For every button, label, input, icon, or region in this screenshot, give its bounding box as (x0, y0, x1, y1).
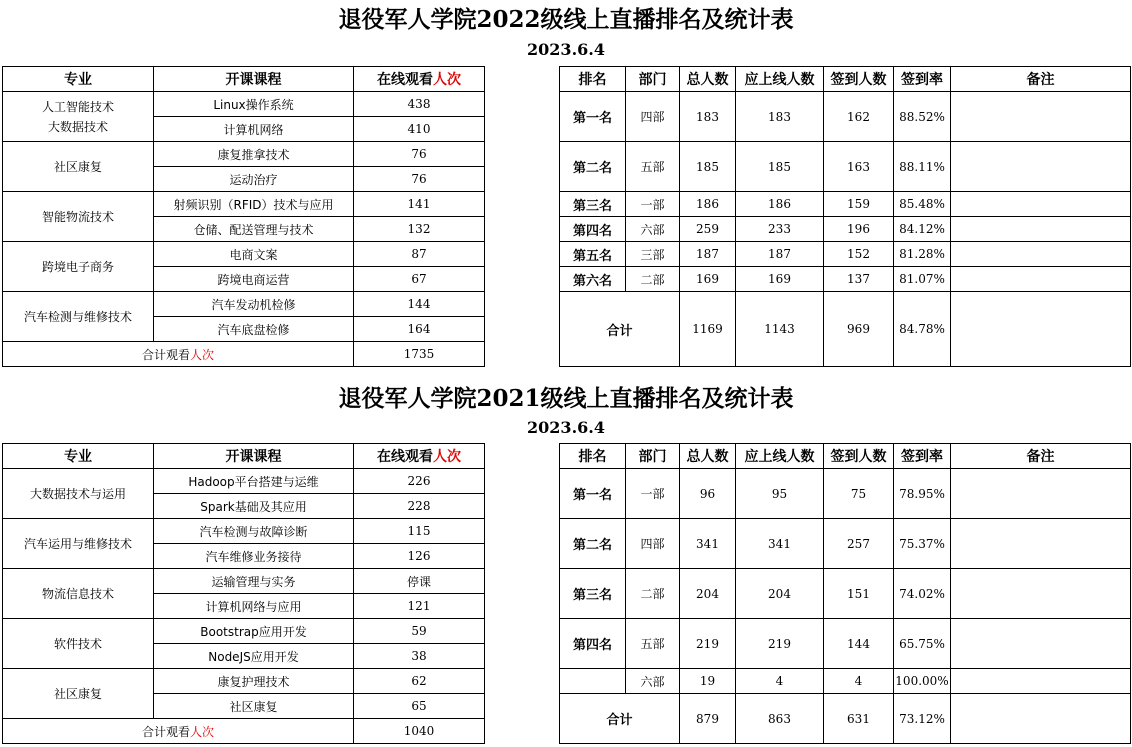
views-cell: 164 (354, 317, 485, 342)
major-cell: 软件技术 (3, 619, 154, 669)
summary-label: 合计 (560, 694, 680, 744)
note-cell (951, 192, 1131, 217)
header-expected: 应上线人数 (736, 67, 824, 92)
course-cell: 射频识别（RFID）技术与应用 (154, 192, 354, 217)
section1-course-table (2, 66, 485, 367)
note-cell (951, 469, 1131, 519)
header-note: 备注 (951, 444, 1131, 469)
rank-cell (560, 669, 626, 694)
expected-cell: 169 (736, 267, 824, 292)
signed-cell: 163 (824, 142, 894, 192)
views-cell: 87 (354, 242, 485, 267)
section2-date: 2023.6.4 (527, 418, 605, 437)
summary-total: 1169 (680, 292, 736, 367)
views-cell: 141 (354, 192, 485, 217)
views-cell: 226 (354, 469, 485, 494)
views-cell: 144 (354, 292, 485, 317)
course-cell: 仓储、配送管理与技术 (154, 217, 354, 242)
total-cell: 219 (680, 619, 736, 669)
dept-cell: 二部 (626, 267, 680, 292)
header-course: 开课课程 (154, 67, 354, 92)
expected-cell: 95 (736, 469, 824, 519)
expected-cell: 185 (736, 142, 824, 192)
rank-cell: 第一名 (560, 92, 626, 142)
course-cell: 运输管理与实务 (154, 569, 354, 594)
rank-cell: 第六名 (560, 267, 626, 292)
views-cell: 59 (354, 619, 485, 644)
total-cell: 259 (680, 217, 736, 242)
expected-cell: 183 (736, 92, 824, 142)
course-cell: 汽车检测与故障诊断 (154, 519, 354, 544)
note-cell (951, 217, 1131, 242)
total-views-label: 合计观看人次 (3, 719, 354, 744)
header-views: 在线观看人次 (354, 67, 485, 92)
course-cell: 社区康复 (154, 694, 354, 719)
header-course: 开课课程 (154, 444, 354, 469)
major-cell: 汽车检测与维修技术 (3, 292, 154, 342)
summary-total: 879 (680, 694, 736, 744)
note-cell (951, 569, 1131, 619)
header-major: 专业 (3, 67, 154, 92)
header-rank: 排名 (560, 444, 626, 469)
course-cell: NodeJS应用开发 (154, 644, 354, 669)
rate-cell: 85.48% (894, 192, 951, 217)
section2-ranking-table (559, 443, 1131, 744)
views-cell: 132 (354, 217, 485, 242)
major-cell: 社区康复 (3, 669, 154, 719)
header-rate: 签到率 (894, 444, 951, 469)
header-note: 备注 (951, 67, 1131, 92)
views-cell: 76 (354, 167, 485, 192)
total-cell: 96 (680, 469, 736, 519)
views-cell: 115 (354, 519, 485, 544)
header-views: 在线观看人次 (354, 444, 485, 469)
course-cell: Hadoop平台搭建与运维 (154, 469, 354, 494)
views-cell: 38 (354, 644, 485, 669)
expected-cell: 204 (736, 569, 824, 619)
signed-cell: 152 (824, 242, 894, 267)
summary-signed: 969 (824, 292, 894, 367)
signed-cell: 162 (824, 92, 894, 142)
course-cell: 电商文案 (154, 242, 354, 267)
course-cell: 汽车底盘检修 (154, 317, 354, 342)
note-cell (951, 267, 1131, 292)
total-cell: 186 (680, 192, 736, 217)
views-cell: 停课 (354, 569, 485, 594)
header-expected: 应上线人数 (736, 444, 824, 469)
rank-cell: 第四名 (560, 619, 626, 669)
major-cell: 社区康复 (3, 142, 154, 192)
signed-cell: 137 (824, 267, 894, 292)
course-cell: 计算机网络 (154, 117, 354, 142)
views-cell: 65 (354, 694, 485, 719)
rate-cell: 81.07% (894, 267, 951, 292)
dept-cell: 一部 (626, 192, 680, 217)
rank-cell: 第四名 (560, 217, 626, 242)
summary-rate: 84.78% (894, 292, 951, 367)
note-cell (951, 292, 1131, 367)
note-cell (951, 694, 1131, 744)
rate-cell: 74.02% (894, 569, 951, 619)
section1-date: 2023.6.4 (527, 40, 605, 59)
total-views-label: 合计观看人次 (3, 342, 354, 367)
signed-cell: 75 (824, 469, 894, 519)
rank-cell: 第三名 (560, 192, 626, 217)
header-major: 专业 (3, 444, 154, 469)
dept-cell: 四部 (626, 519, 680, 569)
dept-cell: 三部 (626, 242, 680, 267)
views-cell: 121 (354, 594, 485, 619)
expected-cell: 219 (736, 619, 824, 669)
total-cell: 19 (680, 669, 736, 694)
rank-cell: 第二名 (560, 142, 626, 192)
rate-cell: 88.11% (894, 142, 951, 192)
course-cell: 康复护理技术 (154, 669, 354, 694)
total-cell: 187 (680, 242, 736, 267)
header-rate: 签到率 (894, 67, 951, 92)
total-cell: 169 (680, 267, 736, 292)
views-cell: 126 (354, 544, 485, 569)
course-cell: 计算机网络与应用 (154, 594, 354, 619)
note-cell (951, 92, 1131, 142)
rate-cell: 88.52% (894, 92, 951, 142)
dept-cell: 五部 (626, 619, 680, 669)
header-dept: 部门 (626, 444, 680, 469)
expected-cell: 233 (736, 217, 824, 242)
rank-cell: 第三名 (560, 569, 626, 619)
views-cell: 62 (354, 669, 485, 694)
signed-cell: 159 (824, 192, 894, 217)
expected-cell: 4 (736, 669, 824, 694)
total-cell: 185 (680, 142, 736, 192)
header-signed: 签到人数 (824, 67, 894, 92)
signed-cell: 151 (824, 569, 894, 619)
summary-expected: 1143 (736, 292, 824, 367)
section2-course-table (2, 443, 485, 744)
header-rank: 排名 (560, 67, 626, 92)
summary-signed: 631 (824, 694, 894, 744)
signed-cell: 4 (824, 669, 894, 694)
rate-cell: 100.00% (894, 669, 951, 694)
note-cell (951, 142, 1131, 192)
total-cell: 183 (680, 92, 736, 142)
header-total: 总人数 (680, 444, 736, 469)
course-cell: Spark基础及其应用 (154, 494, 354, 519)
major-cell: 人工智能技术 大数据技术 (3, 92, 154, 142)
signed-cell: 144 (824, 619, 894, 669)
summary-label: 合计 (560, 292, 680, 367)
header-signed: 签到人数 (824, 444, 894, 469)
course-cell: 汽车维修业务接待 (154, 544, 354, 569)
note-cell (951, 519, 1131, 569)
rate-cell: 81.28% (894, 242, 951, 267)
dept-cell: 一部 (626, 469, 680, 519)
total-views-value: 1040 (354, 719, 485, 744)
rate-cell: 78.95% (894, 469, 951, 519)
course-cell: 汽车发动机检修 (154, 292, 354, 317)
views-cell: 410 (354, 117, 485, 142)
course-cell: Linux操作系统 (154, 92, 354, 117)
views-cell: 76 (354, 142, 485, 167)
rank-cell: 第一名 (560, 469, 626, 519)
section1-title: 退役军人学院2022级线上直播排名及统计表 (338, 6, 794, 33)
note-cell (951, 669, 1131, 694)
summary-rate: 73.12% (894, 694, 951, 744)
views-cell: 67 (354, 267, 485, 292)
dept-cell: 六部 (626, 217, 680, 242)
total-cell: 204 (680, 569, 736, 619)
course-cell: 跨境电商运营 (154, 267, 354, 292)
header-total: 总人数 (680, 67, 736, 92)
major-cell: 智能物流技术 (3, 192, 154, 242)
total-cell: 341 (680, 519, 736, 569)
views-cell: 228 (354, 494, 485, 519)
dept-cell: 四部 (626, 92, 680, 142)
total-views-value: 1735 (354, 342, 485, 367)
rate-cell: 75.37% (894, 519, 951, 569)
dept-cell: 五部 (626, 142, 680, 192)
expected-cell: 187 (736, 242, 824, 267)
course-cell: 运动治疗 (154, 167, 354, 192)
rank-cell: 第五名 (560, 242, 626, 267)
note-cell (951, 619, 1131, 669)
dept-cell: 六部 (626, 669, 680, 694)
signed-cell: 196 (824, 217, 894, 242)
course-cell: 康复推拿技术 (154, 142, 354, 167)
note-cell (951, 242, 1131, 267)
major-cell: 汽车运用与维修技术 (3, 519, 154, 569)
views-cell: 438 (354, 92, 485, 117)
signed-cell: 257 (824, 519, 894, 569)
major-cell: 大数据技术与运用 (3, 469, 154, 519)
header-dept: 部门 (626, 67, 680, 92)
course-cell: Bootstrap应用开发 (154, 619, 354, 644)
dept-cell: 二部 (626, 569, 680, 619)
rate-cell: 84.12% (894, 217, 951, 242)
section2-title: 退役军人学院2021级线上直播排名及统计表 (338, 385, 794, 412)
expected-cell: 341 (736, 519, 824, 569)
rate-cell: 65.75% (894, 619, 951, 669)
summary-expected: 863 (736, 694, 824, 744)
rank-cell: 第二名 (560, 519, 626, 569)
expected-cell: 186 (736, 192, 824, 217)
section1-ranking-table (559, 66, 1131, 367)
major-cell: 物流信息技术 (3, 569, 154, 619)
major-cell: 跨境电子商务 (3, 242, 154, 292)
